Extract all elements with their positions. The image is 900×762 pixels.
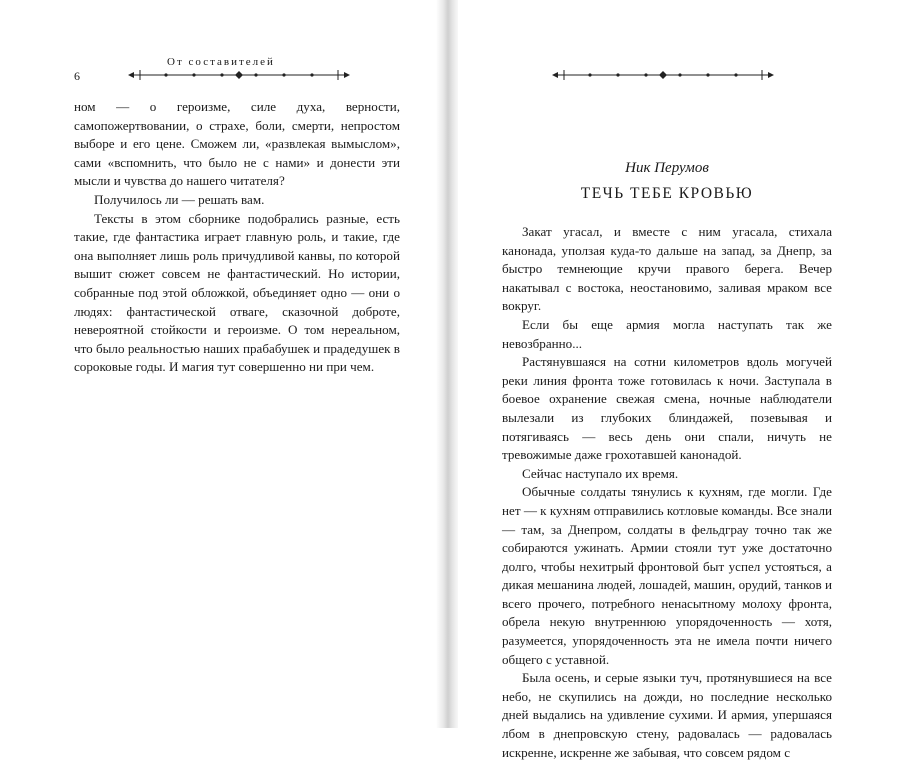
paragraph: Растянувшаяся на сотни километров вдоль могучей реки линия фронта тоже готовилась к ночи. Заступала в боевое охранение свежая смена, ночные наблюдатели вылезали из глубоких блиндажей, позевывая и потягиваясь — весь день они спали, ничуть не тревожимые даже грохотавшей канонадой.	[502, 354, 832, 463]
paragraph: Если бы еще армия могла наступать так же невозбранно...	[502, 316, 832, 351]
paragraph: Была осень, и серые языки туч, протянувшиеся на все небо, не скупились на дожди, но последние несколько дней выдались на удивление сухими. И армия, упершаяся лбом в днепровскую стену, радовалась — радовалась искренне, искренне же забывая, что совсем рядом с	[502, 670, 832, 760]
ornament-rule	[128, 68, 350, 82]
right-body-text	[502, 223, 832, 762]
page-number: 6	[74, 69, 80, 83]
paragraph: Получилось ли — решать вам.	[94, 191, 265, 207]
paragraph: Тексты в этом сборнике подобрались разные, есть такие, где фантастика играет главную роль, и такие, где она выполняет лишь роль причудливой канвы, по которой вышит сюжет совсем не фантастический. Но истории, собранные под этой обложкой, объединяет одно — они о людях: фантастической отваге, сказочной доброте, невероятной стойкости и героизме. О том нереальном, что было реальностью наших прабабушек и прадедушек в сороковые годы. И магия тут совершенно ни при чем.	[74, 210, 400, 375]
paragraph: Обычные солдаты тянулись к кухням, где могли. Где нет — к кухням отправились котловые команды. Все знали — там, за Днепром, солдаты в фельдграу точно так же собираются ужинать. Армии стояли тут уже достаточно долго, чтобы нехитрый фронтовой быт успел устояться, а дикая мешанина людей, лошадей, машин, орудий, танков и всего прочего, потребного ненасытному молоху фронта, обрела некую внутреннюю упорядоченность — хотя, разумеется, упорядоченность эта не имела почти ничего общего с уставной.	[502, 484, 832, 667]
running-head: От составителей	[167, 56, 275, 68]
left-body-text	[74, 98, 400, 377]
story-author: Ник Перумов	[625, 160, 709, 176]
ornament-rule	[552, 68, 774, 82]
paragraph: Сейчас наступало их время.	[522, 465, 679, 481]
book-gutter	[436, 0, 460, 728]
right-page	[458, 0, 900, 760]
story-title: ТЕЧЬ ТЕБЕ КРОВЬЮ	[580, 185, 754, 202]
paragraph: Закат угасал, и вместе с ним угасала, стихала канонада, уползая куда-то дальше на запад, за Днепр, за быстро темнеющие кручи правого берега. Вечер накатывал с востока, неостановимо, заливая мраком все вокруг.	[502, 224, 832, 314]
left-page	[0, 0, 442, 728]
paragraph: ном — о героизме, силе духа, верности, самопожертвовании, о страхе, боли, смерти, непростом выборе и его цене. Сможем ли, «развлекая вымыслом», сами «вспомнить, что было не с нами» и донести эти мысли и чувства до нашего читателя?	[74, 99, 400, 189]
